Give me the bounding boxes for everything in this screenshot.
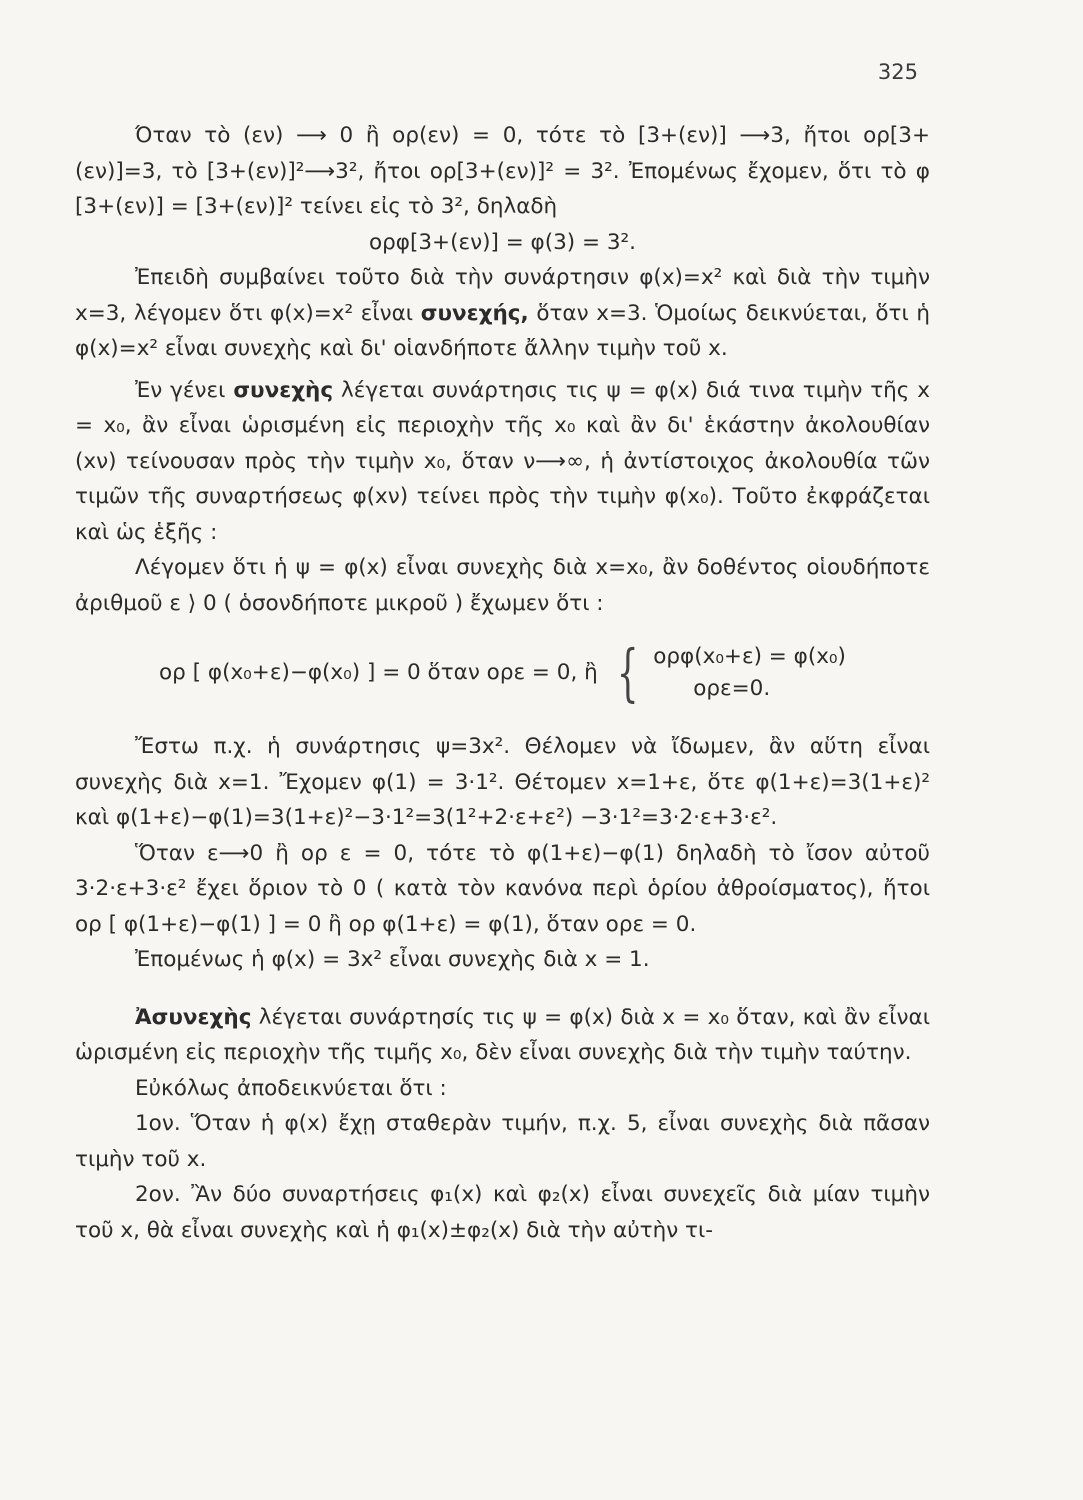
paragraph-continuity-example <box>75 260 930 367</box>
term-continuous: συνεχής, <box>420 300 529 326</box>
paragraph-item-1: 1ον. Ὅταν ἡ φ(x) ἔχῃ σταθερὰν τιμήν, π.χ. 5, εἶναι συνεχὴς διὰ πᾶσαν τιμὴν τοῦ x. <box>75 1111 930 1172</box>
term-discontinuous: Ἀσυνεχὴς <box>135 1004 252 1030</box>
paragraph-easily-proven: Εὐκόλως ἀποδεικνύεται ὅτι : <box>135 1075 447 1101</box>
paragraph-definition-discontinuous <box>75 1000 930 1071</box>
formula-continuity <box>75 633 930 713</box>
page-number: 325 <box>877 60 918 84</box>
text-segment: ὅταν x=3. Ὁμοίως δεικνύεται, ὅτι ἡ φ(x)=x² εἶναι συνεχὴς καὶ δι' οἱανδήποτε ἄλλην τιμὴν τοῦ x. <box>75 300 930 361</box>
paragraph-epsilon-statement: Λέγομεν ὅτι ἡ ψ = φ(x) εἶναι συνεχὴς διὰ x=x₀, ἂν δοθέντος οἱουδήποτε ἀριθμοῦ ε ⟩ 0 ( ὁσονδήποτε μικροῦ ) ἔχωμεν ὅτι : <box>75 555 930 616</box>
formula-case-1: ορφ(x₀+ε) = φ(x₀) <box>653 644 846 669</box>
text-segment: Ἐν γένει <box>135 377 226 403</box>
brace-symbol: { <box>616 636 639 709</box>
paragraph-limit-epsilon: Ὅταν ε⟶0 ἢ ορ ε = 0, τότε τὸ φ(1+ε)−φ(1) δηλαδὴ τὸ ἴσον αὐτοῦ 3·2·ε+3·ε² ἔχει ὅριον τὸ 0 ( κατὰ τὸν κανόνα περὶ ὁρίου ἀθροίσματος), ἤτοι ορ [ φ(1+ε)−φ(1) ] = 0 ἢ ορ φ(1+ε) = φ(1), ὅταν ορε = 0. <box>75 840 930 937</box>
formula-left: ορ [ φ(x₀+ε)−φ(x₀) ] = 0 ὅταν ορε = 0, ἢ <box>159 660 598 686</box>
text-segment: λέγεται συνάρτησίς τις ψ = φ(x) διὰ x = x₀ ὅταν, καὶ ἂν εἶναι ὡρισμένη εἰς περιοχὴν τῆς τιμῆς x₀, δὲν εἶναι συνεχὴς διὰ τὴν τιμὴν ταύτην. <box>75 1004 930 1065</box>
formula-cases <box>653 641 846 705</box>
paragraph-limit-intro: Όταν τὸ (εν) ⟶ 0 ἢ ορ(εν) = 0, τότε τὸ [3+(εν)] ⟶3, ἤτοι ορ[3+(εν)]=3, τὸ [3+(εν)]²⟶3², ἤτοι ορ[3+(εν)]² = 3². Ἐπομένως ἔχομεν, ὅτι τὸ φ [3+(εν)] = [3+(εν)]² τείνει εἰς τὸ 3², δηλαδὴ <box>75 123 930 219</box>
paragraph-item-2: 2ον. Ἂν δύο συναρτήσεις φ₁(x) καὶ φ₂(x) εἶναι συνεχεῖς διὰ μίαν τιμὴν τοῦ x, θὰ εἶναι συνεχὴς καὶ ἡ φ₁(x)±φ₂(x) διὰ τὴν αὐτὴν τι- <box>75 1182 930 1243</box>
formula-case-2: ορε=0. <box>693 676 771 701</box>
term-continuous-general: συνεχὴς <box>233 377 334 403</box>
paragraph-definition-continuous <box>75 373 930 551</box>
paragraph-example-3x2: Ἔστω π.χ. ἡ συνάρτησις ψ=3x². Θέλομεν νὰ ἴδωμεν, ἂν αὕτη εἶναι συνεχὴς διὰ x=1. Ἔχομεν φ(1) = 3·1². Θέτομεν x=1+ε, ὅτε φ(1+ε)=3(1+ε)² καὶ φ(1+ε)−φ(1)=3(1+ε)²−3·1²=3(1²+2·ε+ε²) −3·1²=3·2·ε+3·ε². <box>75 734 930 830</box>
text-segment: Ἐπειδὴ συμβαίνει τοῦτο διὰ τὴν συνάρτησιν φ(x)=x² καὶ διὰ τὴν τιμὴν x=3, λέγομεν ὅτι φ(x)=x² εἶναι <box>75 265 930 326</box>
equation-limit-result: ορφ[3+(εν)] = φ(3) = 3². <box>369 229 636 255</box>
paragraph-conclusion: Ἐπομένως ἡ φ(x) = 3x² εἶναι συνεχὴς διὰ x = 1. <box>135 947 650 972</box>
text-segment: λέγεται συνάρτησις τις ψ = φ(x) διά τινα τιμὴν τῆς x = x₀, ἂν εἶναι ὡρισμένη εἰς περιοχὴν τῆς x₀ καὶ ἂν δι' ἑκάστην ἀκολουθίαν (xν) τείνουσαν πρὸς τὴν τιμὴν x₀, ὅταν ν⟶∞, ἡ ἀντίστοιχος ἀκολουθία τῶν τιμῶν τῆς συναρτήσεως φ(xν) τείνει πρὸς τὴν τιμὴν φ(x₀). Τοῦτο ἐκφράζεται καὶ ὡς ἑξῆς : <box>75 377 930 545</box>
page-body <box>75 118 930 1248</box>
